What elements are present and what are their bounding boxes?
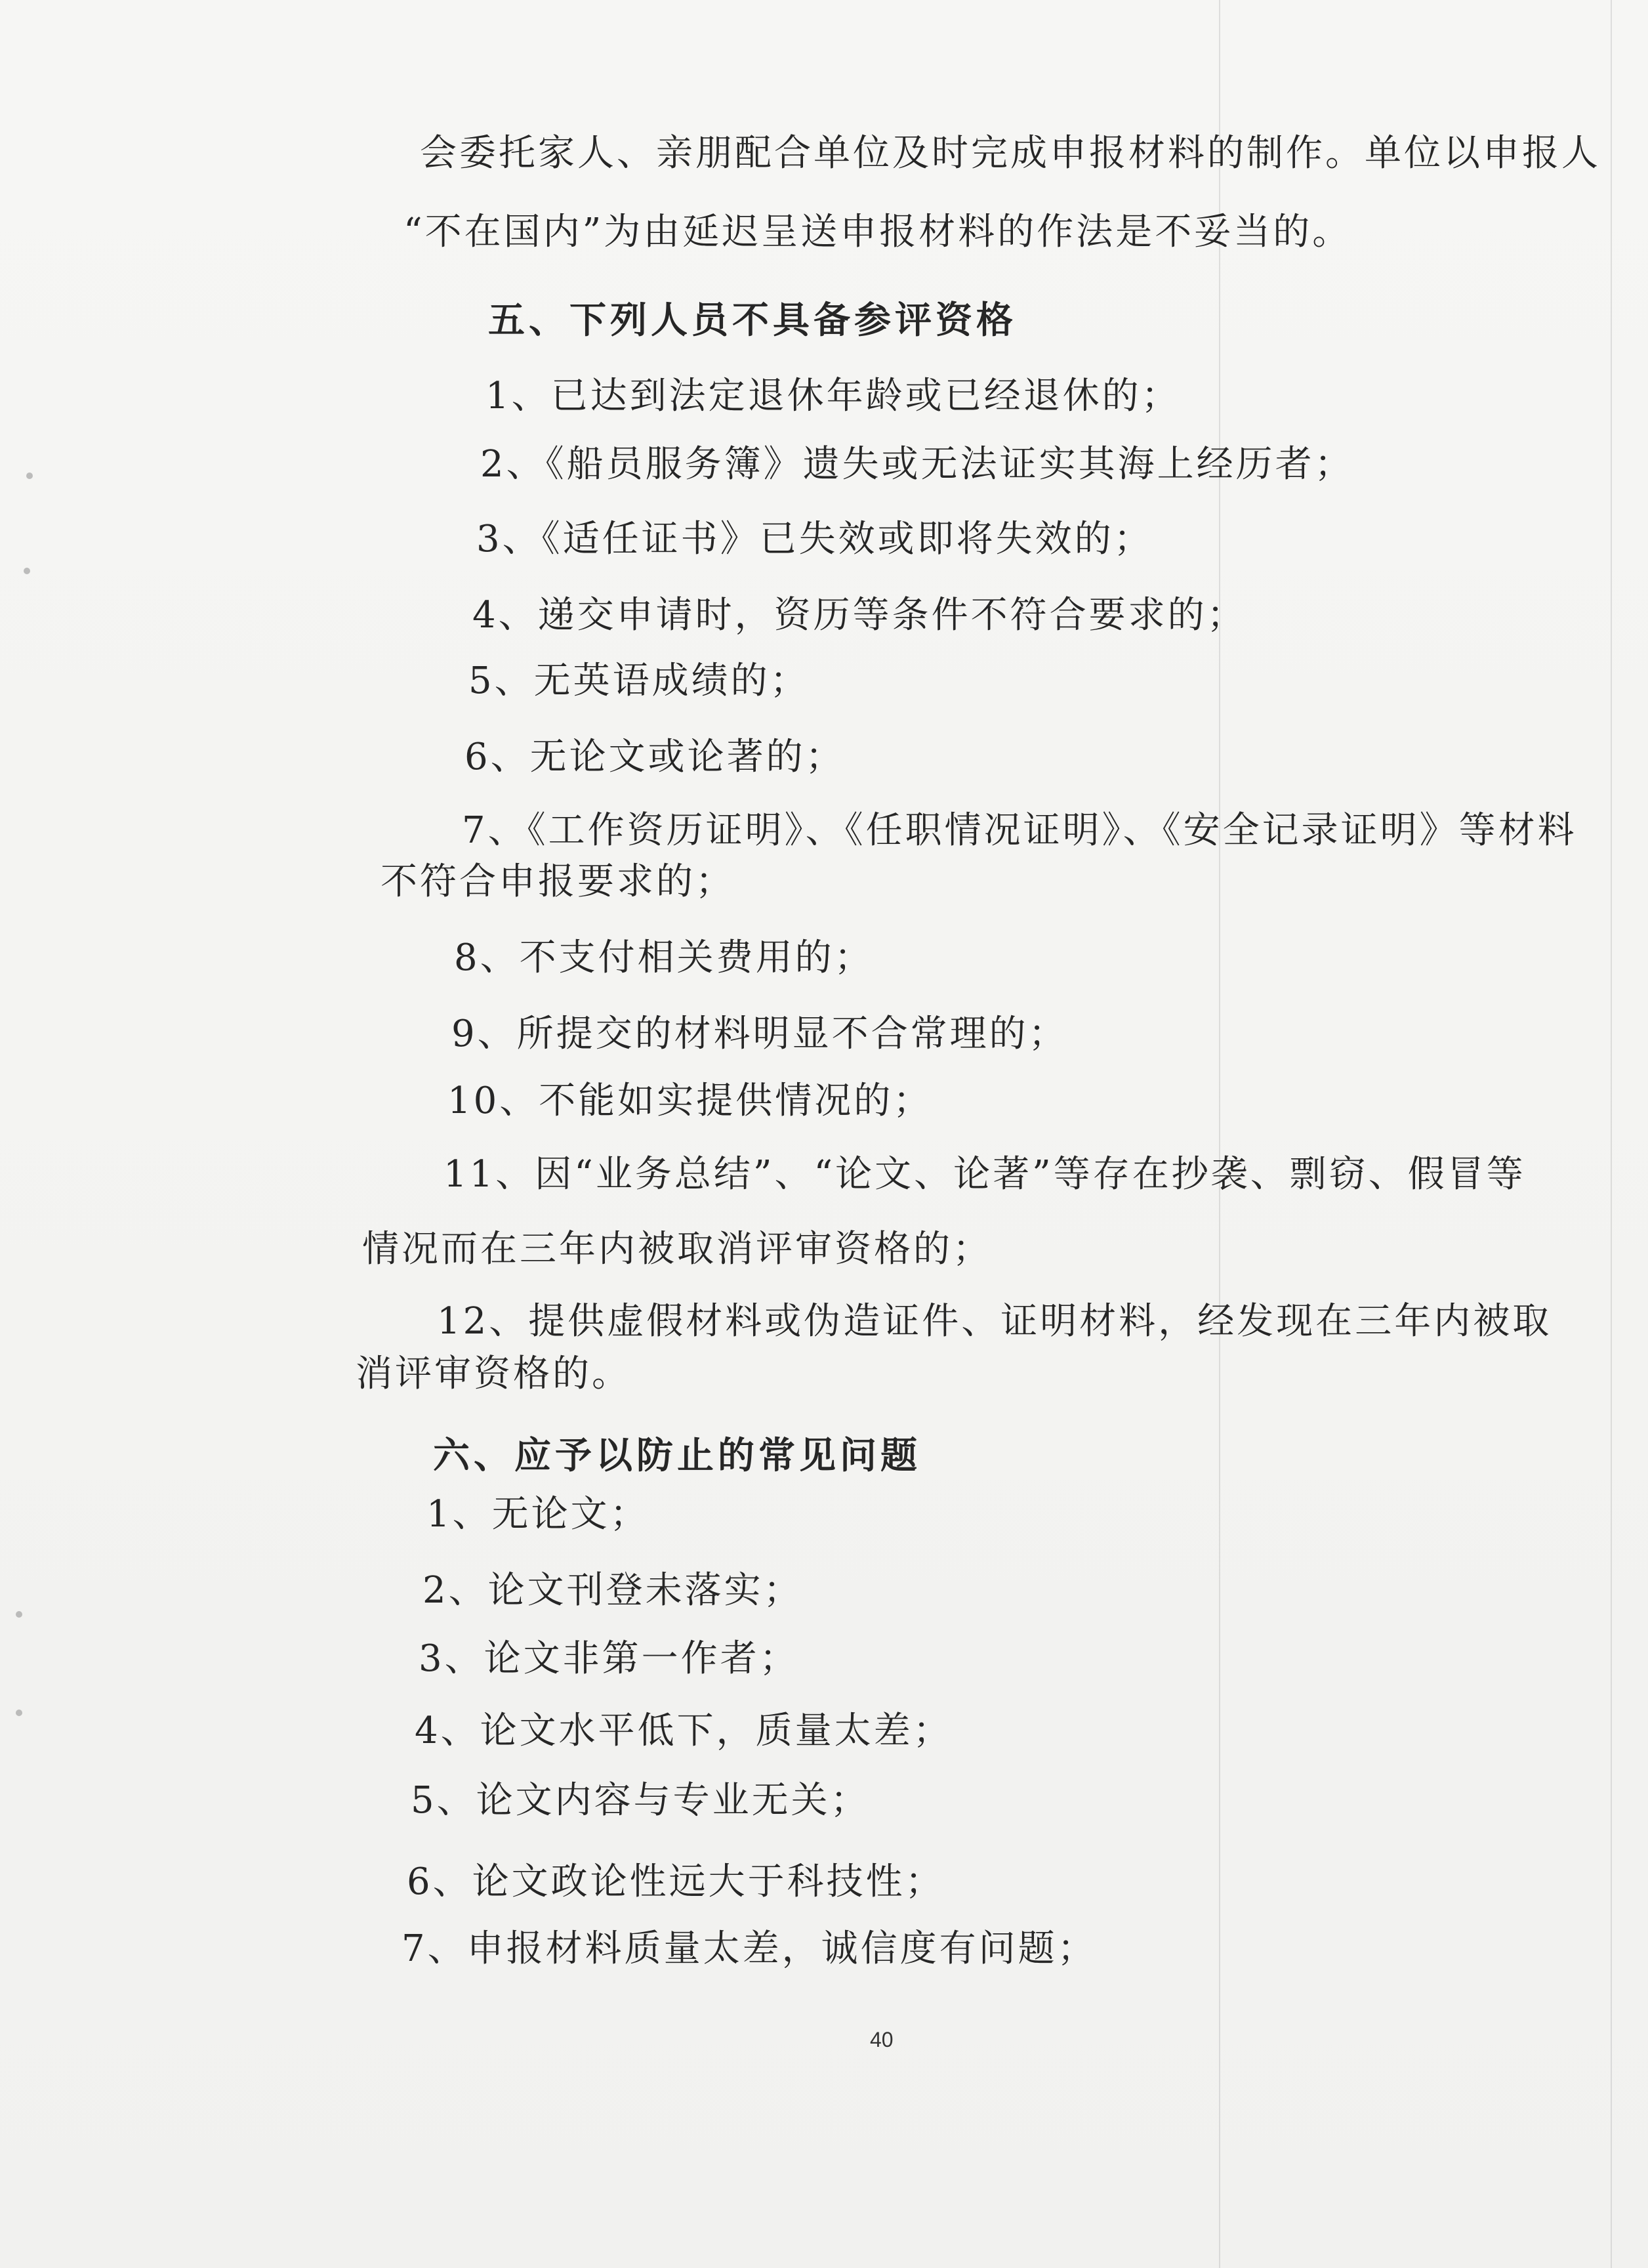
list-item: 7、申报材料质量太差，诚信度有问题； xyxy=(402,1927,1097,1970)
list-item: 1、无论文； xyxy=(426,1493,649,1536)
list-item: 5、论文内容与专业无关； xyxy=(411,1779,870,1822)
binding-hole xyxy=(26,472,33,479)
binding-hole xyxy=(16,1611,22,1618)
list-item: 4、递交申请时，资历等条件不符合要求的； xyxy=(472,594,1246,637)
list-item: 4、论文水平低下，质量太差； xyxy=(415,1710,953,1752)
binding-hole xyxy=(16,1710,22,1716)
list-item: 2、《船员服务簿》遗失或无法证实其海上经历者； xyxy=(480,443,1354,486)
list-item: 7、《工作资历证明》、《任职情况证明》、《安全记录证明》等材料 xyxy=(462,809,1577,852)
binding-hole xyxy=(24,568,30,574)
list-item: 5、无英语成绩的； xyxy=(468,660,810,702)
list-item: 6、无论文或论著的； xyxy=(464,736,845,778)
section-heading: 五、下列人员不具备参评资格 xyxy=(488,299,1017,342)
list-item: 8、不支付相关费用的； xyxy=(454,936,874,979)
list-item-continued: 不符合申报要求的； xyxy=(381,860,735,903)
list-item: 2、论文刊登未落实； xyxy=(422,1569,803,1612)
list-item-continued: 消评审资格的。 xyxy=(356,1353,631,1395)
list-item: 3、论文非第一作者； xyxy=(419,1637,799,1680)
page-number: 40 xyxy=(870,2028,894,2051)
scan-crease xyxy=(1219,0,1220,2268)
list-item: 10、不能如实提供情况的； xyxy=(447,1080,933,1122)
list-item: 6、论文政论性远大于科技性； xyxy=(407,1860,945,1903)
scan-crease xyxy=(1611,0,1612,2268)
list-item: 3、《适任证书》已失效或即将失效的； xyxy=(476,518,1153,560)
section-heading: 六、应予以防止的常见问题 xyxy=(433,1434,921,1477)
list-item: 1、已达到法定退休年龄或已经退休的； xyxy=(485,375,1181,417)
list-item-continued: 情况而在三年内被取消评审资格的； xyxy=(362,1228,992,1270)
list-item: 9、所提交的材料明显不合常理的； xyxy=(451,1013,1068,1055)
body-line: “不在国内”为由延迟呈送申报材料的作法是不妥当的。 xyxy=(403,211,1352,253)
body-line: 会委托家人、亲朋配合单位及时完成申报材料的制作。单位以申报人 xyxy=(420,132,1601,175)
list-item: 12、提供虚假材料或伪造证件、证明材料，经发现在三年内被取 xyxy=(437,1300,1552,1343)
list-item: 11、因“业务总结”、“论文、论著”等存在抄袭、剽窃、假冒等 xyxy=(443,1153,1526,1196)
